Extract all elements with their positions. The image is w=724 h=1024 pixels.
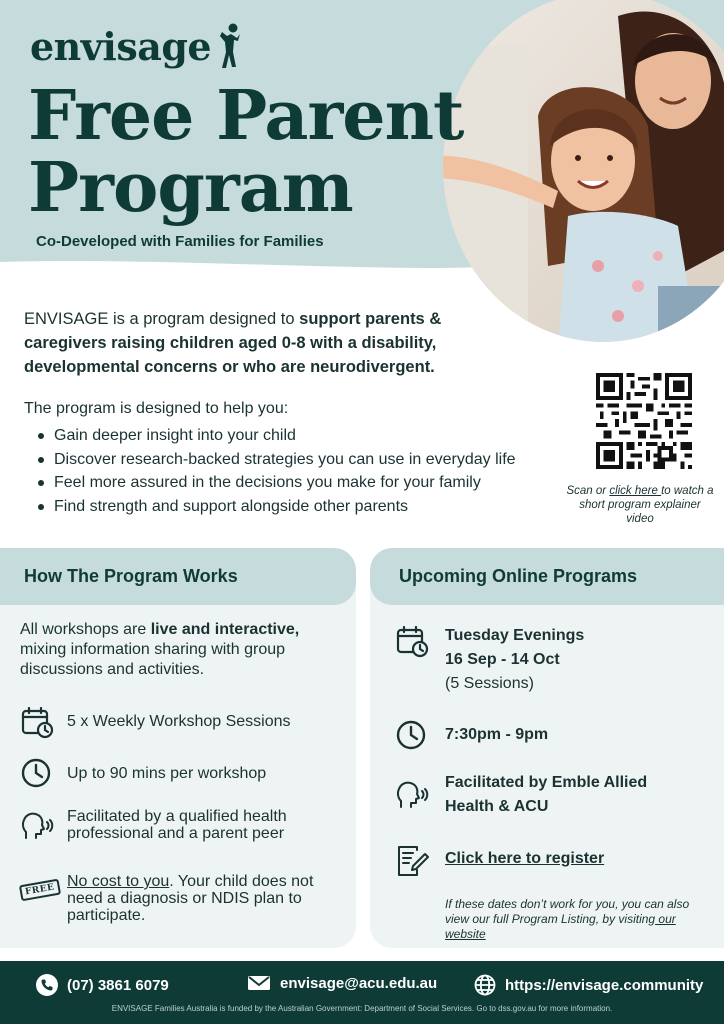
clock-icon <box>20 756 54 790</box>
benefits-list <box>38 424 516 518</box>
speaking-head-icon <box>20 808 54 842</box>
envisage-logo <box>30 22 243 69</box>
schedule-day: Tuesday Evenings <box>445 627 585 644</box>
intro-highlight: support parents & caregivers raising children aged 0-8 with a disability, developmental concerns or who are neurodivergent. <box>24 310 442 376</box>
list-item: Discover research-backed strategies you can use in everyday life <box>38 448 516 472</box>
calendar-clock-icon <box>395 624 429 658</box>
feature-cost-rest: . Your child does not need a diagnosis or NDIS plan to participate. <box>67 873 314 924</box>
how-intro-pre: All workshops are <box>20 621 151 638</box>
schedule-dates: 16 Sep - 14 Oct <box>445 651 560 668</box>
email-contact[interactable] <box>247 974 437 992</box>
title-line-1: Free Parent <box>28 76 464 156</box>
calendar-clock-icon <box>20 705 54 739</box>
clock-icon <box>395 718 429 752</box>
jumping-figure-logo-icon <box>213 22 243 72</box>
free-stamp-icon <box>20 873 60 907</box>
logo-wordmark: envisage <box>30 24 212 69</box>
help-lead: The program is designed to help you: <box>24 400 289 417</box>
schedule-text <box>445 624 705 696</box>
speaking-head-icon <box>395 777 429 811</box>
alternative-dates-note <box>445 897 715 942</box>
schedule-item <box>395 624 705 696</box>
upcoming-programs-panel <box>370 548 724 948</box>
page-title <box>28 76 464 228</box>
parent-child-photo <box>428 0 724 348</box>
feature-duration-text: Up to 90 mins per workshop <box>67 765 267 782</box>
register-link[interactable]: Click here to register <box>445 850 605 867</box>
note-text: If these dates don’t work for you, you can also view our full Program Listing, by visiting <box>445 897 690 926</box>
how-intro-post: mixing information sharing with group discussions and activities. <box>20 641 286 678</box>
phone-contact[interactable] <box>36 974 169 996</box>
phone-number: (07) 3861 6079 <box>67 976 169 994</box>
register-text <box>445 844 705 871</box>
intro-paragraph <box>24 307 494 379</box>
form-pen-icon <box>395 844 429 878</box>
facilitator-text <box>445 771 677 819</box>
time-text <box>445 718 705 747</box>
time-item <box>395 718 705 752</box>
no-cost-text: No cost to you <box>67 873 170 890</box>
upcoming-heading: Upcoming Online Programs <box>370 548 724 605</box>
facilitator-item <box>395 771 677 819</box>
website-url: https://envisage.community <box>505 976 704 994</box>
how-it-works-panel <box>0 548 356 948</box>
explainer-video-link[interactable]: click here <box>609 485 662 497</box>
website-link[interactable]: our website <box>445 912 676 941</box>
qr-caption-post: to watch a short program explainer video <box>579 485 714 525</box>
how-it-works-heading: How The Program Works <box>0 548 356 605</box>
how-intro-bold: live and interactive, <box>150 621 300 638</box>
qr-caption <box>566 484 714 526</box>
funding-notice: ENVISAGE Families Australia is funded by the Australian Government: Department of Social Services. Go to dss.gov.au for more information. <box>111 1004 613 1013</box>
website-contact[interactable] <box>474 974 703 996</box>
feature-duration <box>20 756 319 790</box>
intro-lead: ENVISAGE is a program designed to <box>24 310 300 328</box>
feature-facilitators <box>20 808 319 842</box>
list-item: Gain deeper insight into your child <box>38 424 516 448</box>
phone-icon <box>36 974 58 996</box>
contact-footer <box>0 961 724 1024</box>
feature-cost-text <box>67 873 319 924</box>
qr-caption-pre: Scan or <box>566 485 610 497</box>
facilitated-by: Facilitated by Emble Allied Health & ACU <box>445 774 648 815</box>
schedule-sessions: (5 Sessions) <box>445 675 534 692</box>
list-item: Find strength and support alongside other parents <box>38 495 516 519</box>
free-stamp-label: FREE <box>19 879 61 902</box>
feature-sessions-text: 5 x Weekly Workshop Sessions <box>67 713 291 730</box>
mail-icon <box>247 974 271 992</box>
page-subtitle: Co-Developed with Families for Families <box>36 233 324 250</box>
session-time: 7:30pm - 9pm <box>445 726 549 743</box>
register-item[interactable] <box>395 844 705 878</box>
list-item: Feel more assured in the decisions you make for your family <box>38 471 516 495</box>
qr-code[interactable] <box>596 373 692 469</box>
title-line-2: Program <box>28 148 353 228</box>
feature-sessions <box>20 705 319 739</box>
globe-icon <box>474 974 496 996</box>
feature-cost <box>20 873 319 924</box>
email-address: envisage@acu.edu.au <box>280 974 438 992</box>
how-intro <box>20 620 340 680</box>
feature-facilitators-text: Facilitated by a qualified health professional and a parent peer <box>67 808 287 842</box>
